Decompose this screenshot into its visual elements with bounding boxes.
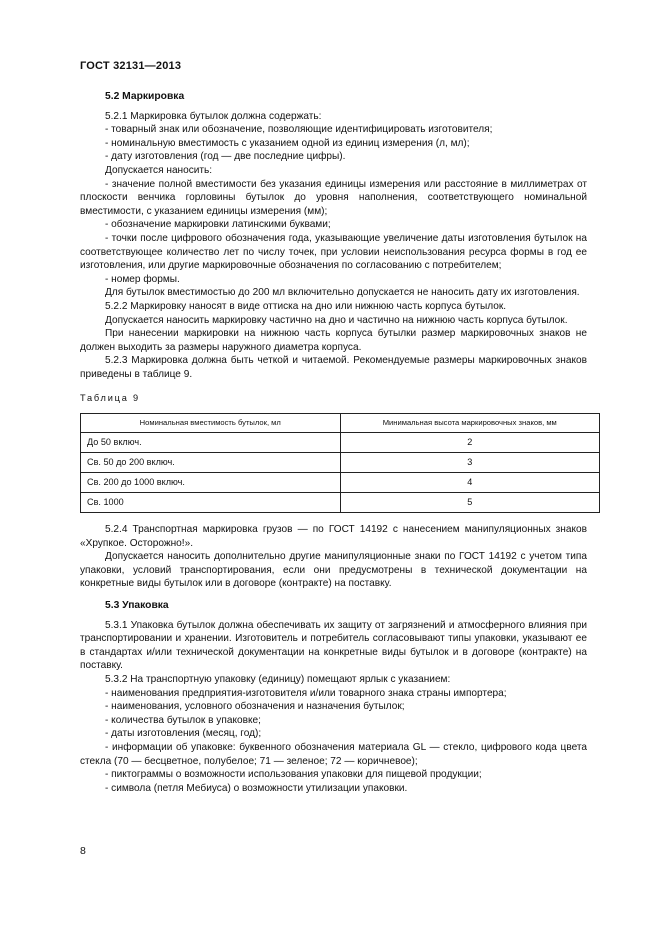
table-row — [81, 473, 600, 493]
cell-mark-height: 3 — [340, 453, 600, 473]
table-header-row — [81, 414, 600, 433]
paragraph-5-2-3: 5.2.3 Маркировка должна быть четкой и читаемой. Рекомендуемые размеры маркировочных знаков приведены в таблице 9. — [80, 355, 587, 380]
paragraph-5-2-1: 5.2.1 Маркировка бутылок должна содержать: — [105, 110, 322, 122]
paragraph-allowed-intro: Допускается наносить: — [105, 164, 213, 176]
list-item: - наименования, условного обозначения и назначения бутылок; — [105, 701, 405, 713]
paragraph-5-3-1: 5.3.1 Упаковка бутылок должна обеспечивать их защиту от загрязнений и атмосферного влияния при транспортировании и хранении. Изготовитель и потребитель согласовывают типы упаковки, указывают ее в стандартах и/или технической документации на конкретные виды бутылок и в договоре (контракте) на поставку. — [80, 619, 587, 672]
table-row — [81, 433, 600, 453]
section-heading-5-3: 5.3 Упаковка — [105, 600, 169, 612]
cell-capacity: Св. 50 до 200 включ. — [81, 453, 341, 473]
column-header-capacity: Номинальная вместимость бутылок, мл — [81, 414, 341, 433]
list-item: - количества бутылок в упаковке; — [105, 714, 261, 726]
paragraph-small-bottles: Для бутылок вместимостью до 200 мл включительно допускается не наносить дату их изготовления. — [105, 287, 580, 299]
paragraph-5-2-2-b: Допускается наносить маркировку частично на дно и частично на нижнюю часть корпуса бутылок. — [105, 314, 568, 326]
cell-capacity: Св. 200 до 1000 включ. — [81, 473, 341, 493]
list-item: - пиктограммы о возможности использования упаковки для пищевой продукции; — [105, 769, 482, 781]
cell-capacity: Св. 1000 — [81, 493, 341, 513]
table-caption: Таблица 9 — [80, 393, 140, 404]
paragraph-5-3-2: 5.3.2 На транспортную упаковку (единицу) помещают ярлык с указанием: — [105, 674, 451, 685]
list-item: - значение полной вместимости без указания единицы измерения или расстояние в миллиметрах от плоскости венчика горловины бутылок до уровня наполнения, соответствующего номинальной вместимости, с указанием единицы измерения (мм); — [80, 178, 587, 217]
table-9 — [80, 413, 600, 513]
list-item: - символа (петля Мебиуса) о возможности утилизации упаковки. — [105, 782, 408, 794]
paragraph-5-2-4: 5.2.4 Транспортная маркировка грузов — по ГОСТ 14192 с нанесением манипуляционных знаков «Хрупкое. Осторожно!». — [80, 524, 587, 549]
list-item: - даты изготовления (месяц, год); — [105, 728, 262, 740]
list-item: - точки после цифрового обозначения года, указывающие увеличение даты изготовления бутылок на соответствующее количество лет по числу точек, при условии неиспользования ресурса формы в год ее изготовления, или другие маркировочные обозначения по согласованию с потребителем; — [80, 232, 587, 272]
paragraph-5-2-2: 5.2.2 Маркировку наносят в виде оттиска на дно или нижнюю часть корпуса бутылок. — [105, 300, 507, 312]
cell-capacity: До 50 включ. — [81, 433, 341, 453]
table-row — [81, 453, 600, 473]
cell-mark-height: 5 — [340, 493, 600, 513]
list-item: - обозначение маркировки латинскими буквами; — [105, 219, 331, 231]
list-item: - информации об упаковке: буквенного обозначения материала GL — стекло, цифрового кода цвета стекла (70 — бесцветное, полубелое; 71 — зеленое; 72 — коричневое); — [80, 741, 587, 767]
list-item: - дату изготовления (год — две последние цифры). — [105, 151, 346, 163]
section-heading-5-2: 5.2 Маркировка — [105, 91, 185, 102]
page-number: 8 — [80, 845, 86, 857]
cell-mark-height: 4 — [340, 473, 600, 493]
list-item: - наименования предприятия-изготовителя и/или товарного знака страны импортера; — [105, 687, 507, 699]
cell-mark-height: 2 — [340, 433, 600, 453]
list-item: - товарный знак или обозначение, позволяющие идентифицировать изготовителя; — [105, 124, 493, 136]
list-item: - номинальную вместимость с указанием одной из единиц измерения (л, мл); — [105, 137, 470, 149]
paragraph-5-2-4-b: Допускается наносить дополнительно другие манипуляционные знаки по ГОСТ 14192 с учетом типа упаковки, условий транспортирования, если они предусмотрены в технической документации на конкретные виды бутылок или в договоре (контракте) на поставку. — [80, 551, 587, 590]
document-header: ГОСТ 32131—2013 — [80, 60, 182, 72]
document-body — [80, 90, 587, 795]
column-header-mark-height: Минимальная высота маркировочных знаков, мм — [340, 414, 600, 433]
list-item: - номер формы. — [105, 273, 180, 285]
paragraph-5-2-2-c: При нанесении маркировки на нижнюю часть корпуса бутылки размер маркировочных знаков не должен выходить за размеры наружного диаметра корпуса. — [80, 328, 587, 353]
table-row — [81, 493, 600, 513]
